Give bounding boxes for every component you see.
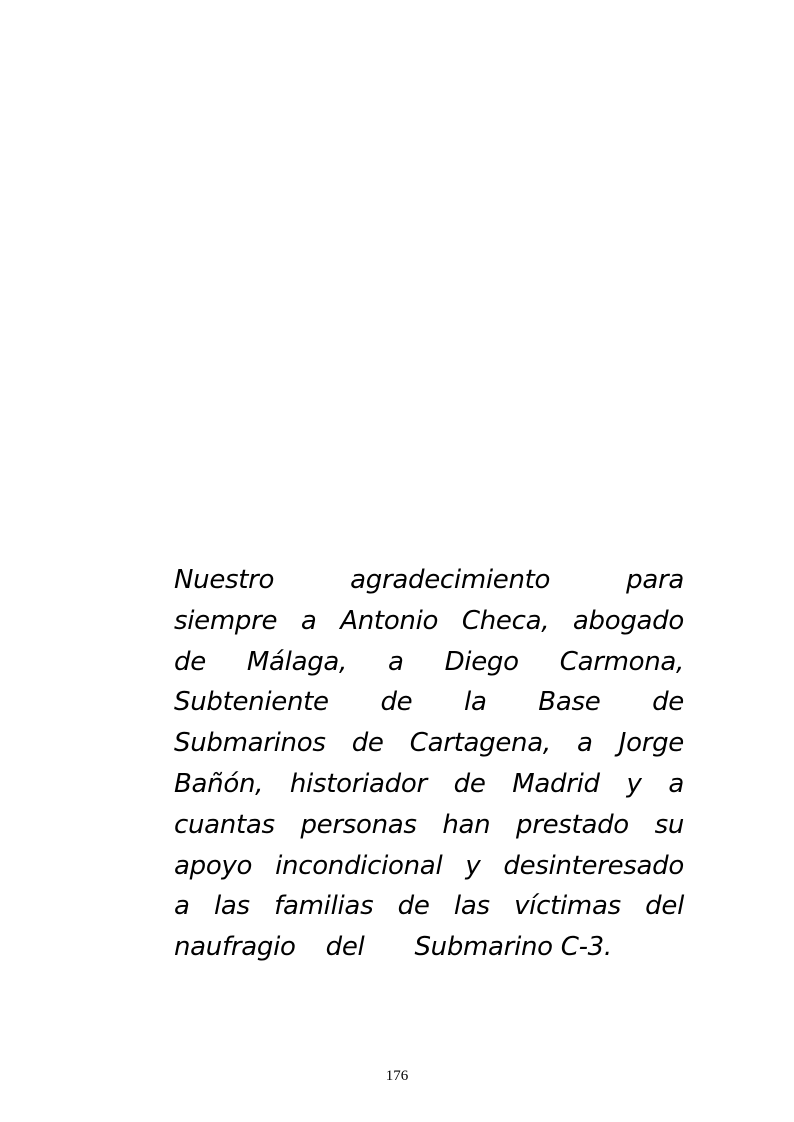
dedication-line: Submarinos de Cartagena, a Jorge — [174, 728, 684, 759]
page-number: 176 — [385, 1068, 409, 1084]
dedication-word: del — [325, 932, 365, 963]
dedication-last-line — [174, 927, 684, 968]
dedication-line: Bañón, historiador de Madrid y a — [174, 768, 684, 799]
dedication-line: cuantas personas han prestado su — [174, 809, 684, 840]
dedication-line: a las familias de las víctimas del — [174, 891, 684, 922]
dedication-line: Nuestro agradecimiento para — [174, 565, 684, 595]
dedication-line: Subteniente de la Base de — [174, 687, 684, 718]
dedication-word: naufragio — [174, 932, 296, 963]
dedication-line: siempre a Antonio Checa, abogado — [174, 605, 684, 636]
dedication-word: Submarino C-3. — [414, 932, 612, 963]
dedication-paragraph — [174, 560, 684, 968]
dedication-line: apoyo incondicional y desinteresado — [174, 850, 684, 881]
dedication-line: de Málaga, a Diego Carmona, — [174, 646, 684, 677]
